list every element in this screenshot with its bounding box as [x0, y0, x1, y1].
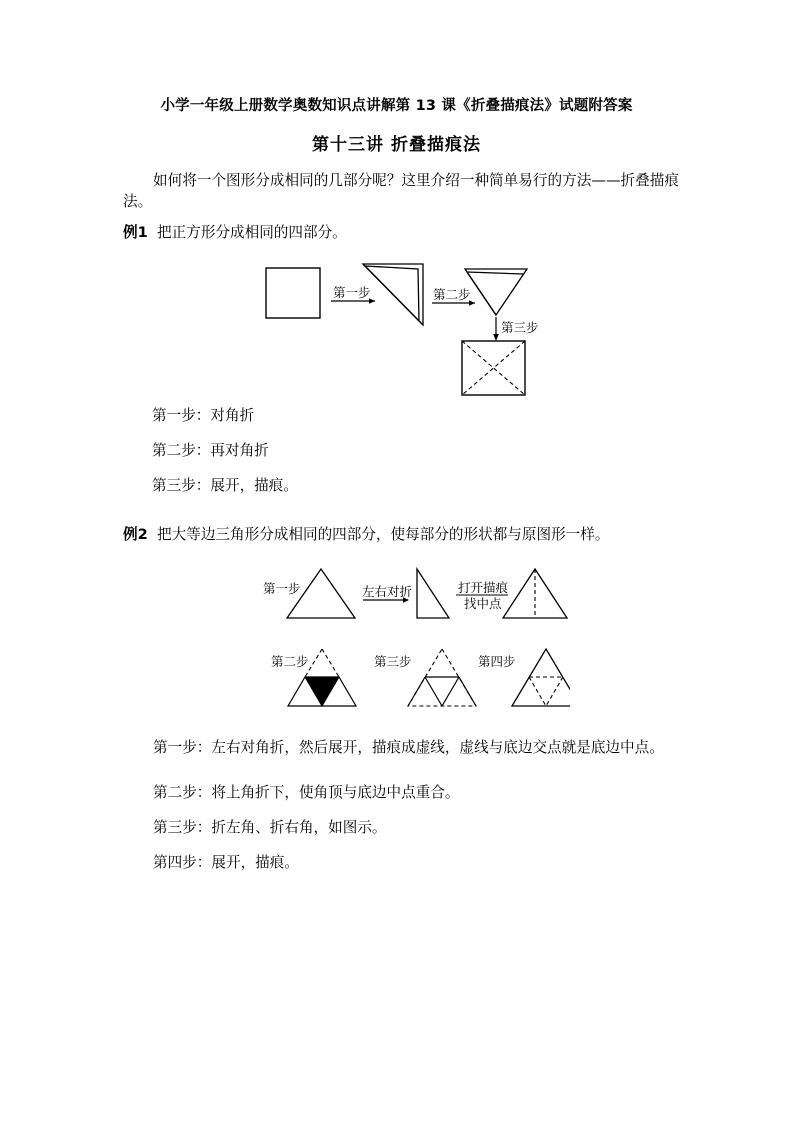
example1-step-1: 第一步：对角折: [152, 407, 255, 424]
example1-step-2: 第二步：再对角折: [152, 442, 269, 459]
example2-text: 把大等边三角形分成相同的四部分，使每部分的形状都与原图形一样。: [157, 526, 610, 543]
figure1-right-triangle: [363, 264, 423, 325]
figure1-arrow-step2-label: 第二步: [433, 287, 471, 302]
intro-paragraph: 如何将一个图形分成相同的几部分呢？这里介绍一种简单易行的方法——折叠描痕法。: [123, 172, 679, 210]
example2-step-4: 第四步：展开，描痕。: [153, 854, 299, 871]
example1-text: 把正方形分成相同的四部分。: [157, 224, 347, 241]
figure2-open-trace-label: 打开描痕: [458, 580, 509, 595]
figure2-step4-label: 第四步: [478, 654, 516, 669]
example2-label: 例2: [123, 526, 148, 543]
figure2-arrow-fold-label: 左右对折: [362, 584, 413, 599]
figure2-find-midpoint-label: 找中点: [464, 596, 502, 611]
page-title: 小学一年级上册数学奥数知识点讲解第 13 课《折叠描痕法》试题附答案: [160, 98, 633, 114]
example1-step-3: 第三步：展开，描痕。: [152, 477, 298, 494]
example2-step-3: 第三步：折左角、折右角，如图示。: [153, 819, 387, 836]
example1-label: 例1: [123, 224, 148, 241]
figure1-arrow-step3: [493, 317, 499, 341]
example1-heading: [123, 222, 347, 243]
example2-step-1: 第一步：左右对角折，然后展开，描痕成虚线，虚线与底边交点就是底边中点。: [153, 739, 664, 756]
example2-figure: [250, 556, 570, 718]
figure1-result-square: [462, 341, 525, 395]
figure2-triangle-corners-folded: [408, 649, 476, 706]
figure1-arrow-step3-label: 第三步: [501, 320, 539, 335]
figure1-arrow-step1-label: 第一步: [333, 285, 371, 300]
figure2-triangle-midline: [503, 569, 567, 618]
figure1-square: [266, 268, 320, 318]
figure2-half-triangle: [417, 569, 449, 618]
figure2-step3-label: 第三步: [374, 654, 412, 669]
figure2-step1-label: 第一步: [263, 581, 301, 596]
figure1-inverted-triangle: [465, 269, 527, 315]
lecture-title: 第十三讲 折叠描痕法: [312, 135, 481, 155]
example2-step-2: 第二步：将上角折下，使角顶与底边中点重合。: [153, 784, 460, 801]
example2-heading: [123, 524, 609, 545]
example1-figure: [255, 253, 555, 401]
figure2-triangle-unfolded: [512, 649, 570, 706]
figure2-step2-label: 第二步: [271, 654, 309, 669]
